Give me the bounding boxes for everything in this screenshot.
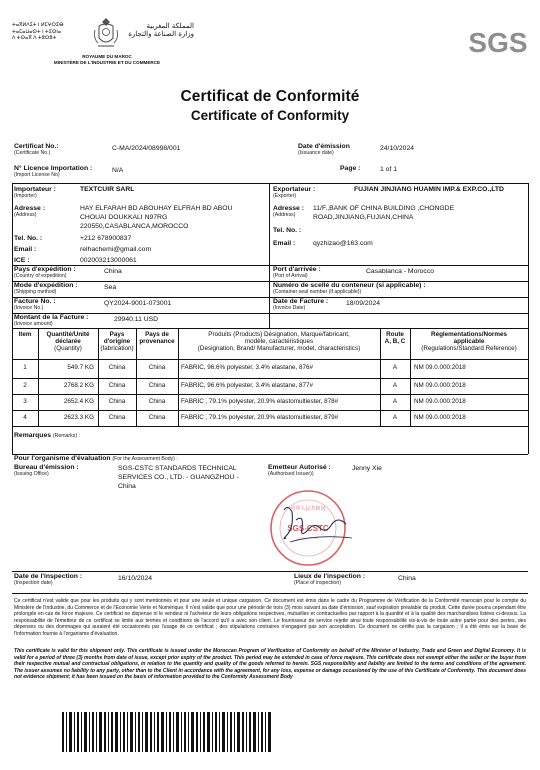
importer-address-line-3: 220550,CASABLANCA,MOROCCO — [80, 222, 189, 230]
invoice-date-sub: (Invoice Date) — [273, 304, 306, 311]
importer-label-block — [14, 186, 56, 200]
invoice-date-value: 18/09/2024 — [346, 300, 381, 307]
importer-email-label: Email : — [14, 246, 37, 253]
col-quantity-line-1: Quantité/Unité — [46, 331, 90, 338]
exporter-address-line-1: 11/F.,BANK OF CHINA BUILDING ,CHONGDE — [313, 205, 455, 212]
table-row-4-route: A — [392, 414, 398, 421]
table-row-1-qty: 549.7 KG — [67, 364, 94, 371]
cert-no-sub: (Certificate No.) — [14, 149, 51, 156]
table-row-3-route: A — [392, 398, 398, 405]
exporter-address-line-2: ROAD,JINJIANG,FUJIAN,CHINA — [313, 213, 414, 221]
table-row-1-item: 1 — [23, 364, 27, 371]
port-arrival-block — [273, 266, 321, 280]
issuance-date-value: 24/10/2024 — [380, 145, 415, 152]
inspection-place-label: Lieux de l'inspection : — [294, 573, 366, 580]
inspection-date-sub: (Inspection date) — [14, 579, 53, 586]
col-route — [380, 331, 410, 345]
country-expedition-block — [14, 266, 76, 280]
authorised-issuer-label: Emetteur Autorisé : — [268, 464, 331, 471]
exporter-label-block — [273, 186, 315, 200]
importer-email-value: relhachemi@gmail.com — [80, 246, 152, 253]
col-quantity-line-2: déclarée — [55, 338, 81, 346]
invoice-date-label: Date de Facture : — [273, 298, 329, 305]
header — [12, 14, 528, 76]
issuing-office-label: Bureau d'émission : — [14, 464, 79, 471]
exporter-address-sub: (Address) — [273, 211, 296, 218]
container-seal-block — [273, 282, 426, 296]
col-regulations-line-3: (Regulations/Standard Reference) — [421, 345, 517, 353]
cert-no-value: C-MA/2024/08998/001 — [112, 145, 181, 152]
assessment-heading — [14, 455, 178, 463]
legal-text-en: This certificate is valid for this shipment only. This certificate is issued under the Moroccan Program of Verification of Conformity on behalf of the Minister of Industry, Trade and Green and Digital Economy. It is valid for a period of three (3) months from date of issue, except prior expiry of the product. This period may be extended in case of force majeure. This certificate does not exempt either the seller or the buyer from their respective mutual and contractual obligations, in relation to the quantity and quality of the goods referred to herein. SGS responsibility and liability are limited to the terms and conditions of the agreement. The issuer assumes no liability to any party, other than to the Client in accordance with the agreement, for any loss, expense or damage occasioned by the use of this Certificate of Conformity. This document does not evidence shipment; it has been issued on the basis of information provided to the Conformity Assessment Body — [14, 648, 526, 681]
table-row-4-origin: China — [108, 414, 126, 421]
authorised-issuer-block — [268, 464, 331, 478]
col-route-line-1: Route — [386, 331, 404, 338]
page-value: 1 of 1 — [380, 166, 398, 173]
importer-ice-label: ICE : — [14, 257, 30, 264]
country-expedition-sub: (Country of expedition) — [14, 272, 67, 279]
col-regulations — [410, 331, 528, 353]
issuance-date-sub: (Issuance date) — [298, 149, 334, 156]
table-row-1-regulation: NM 09.0.000:2018 — [414, 364, 466, 371]
table-row-1-product: FABRIC, 96.6% polyester, 3.4% elastane, 876# — [181, 364, 313, 371]
col-products — [178, 331, 380, 353]
invoice-amount-block — [14, 314, 88, 328]
issuing-office-line-3: China — [118, 482, 136, 490]
licence-block — [14, 165, 92, 179]
arabic-header — [124, 22, 194, 38]
table-row-3-qty: 2652.4 KG — [63, 398, 94, 405]
issuing-office-block — [14, 464, 79, 478]
moroccan-emblem-icon — [92, 16, 120, 50]
col-products-line-1: Produits (Products) Désignation, Marque/fabricant, — [208, 331, 350, 338]
issuing-office-line-1: SGS-CSTC STANDARDS TECHNICAL — [118, 465, 237, 472]
inspection-date-label: Date de l'inspection : — [14, 573, 83, 580]
table-row-4-qty: 2623.3 KG — [63, 414, 94, 421]
invoice-no-sub: (Invoice No.) — [14, 304, 44, 311]
title-fr: Certificat de Conformité — [180, 88, 360, 105]
assessment-heading-sub: (For the Assessment Body) : — [112, 456, 178, 462]
arabic-line-2: وزارة الصناعة والتجارة — [128, 30, 194, 39]
col-products-line-2: modèle, caractéristiques — [244, 338, 314, 346]
exporter-address — [313, 205, 454, 223]
ministere-text: MINISTÈRE DE L'INDUSTRIE ET DU COMMERCE — [53, 60, 161, 66]
tifinagh-line-1: ⵜⴰⴳⵍⴷⵉⵜ ⵏ ⵍⵎⵖⵔⵉⴱ — [12, 22, 64, 28]
exporter-label: Exportateur : — [273, 186, 316, 193]
shipping-method-value: Sea — [104, 284, 117, 291]
importer-address-line-2: CHOUAI DOUKKALI N97RG — [80, 213, 168, 221]
signature — [276, 498, 366, 548]
invoice-no-label: Facture No. : — [14, 298, 56, 305]
shipping-method-sub: (Shipping method) — [14, 288, 57, 295]
country-expedition-label: Pays d'expédition : — [14, 266, 76, 273]
invoice-no-value: QY2024-9001-073001 — [104, 300, 172, 307]
tifinagh-header — [12, 22, 90, 42]
exporter-email-value: qyzhizao@163.com — [313, 240, 373, 247]
legal-text-fr: Ce certificat n'est valide que pour les produits qui y sont mentionnés et pour une seule et unique cargaison. Ce document est émis dans le cadre du Programme de Vérification de la Conformité marocain pour le compte du Ministère de l'Industrie, du Commerce et de l'Economie Verte et Numérique. Il n'est valide que pour une période de trois (3) mois suivant sa date d'émission, sauf expiration préalable du produit. Cette durée pourra cependant être prolongée en cas de force majeure. Ce certificat ne dispense ni le vendeur ni l'acheteur de leurs obligations respectives, mutuelles et contractuelles par rapport à la quantité et à la qualité des marchandises listées ci-dessus. La responsabilité de l'émetteur de ce certificat se limite aux termes et conditions de l'accord qu'il a avec son client. Le fournisseur de service rejette ainsi toute responsabilité vis-à-vis de toute autre partie pour des pertes, des dépenses ou des dommages qui auraient été occasionnés par l'usage de ce certificat ; des stipulations contraires n'engagent pas son acceptation. Ce document ne certifie pas la cargaison ; il a été émis sur la base de l'information fournie à l'organisme d'évaluation. — [14, 598, 526, 637]
issuing-office-sub: (Issuing Office) — [14, 470, 49, 477]
issuing-office-line-2: SERVICES CO., LTD. - GUANGZHOU - — [118, 473, 239, 481]
exporter-name: FUJIAN JINJIANG HUAMIN IMP.& EXP.CO.,LTD — [354, 186, 504, 193]
arabic-line-1: المملكة المغربية — [146, 22, 194, 30]
col-provenance — [136, 331, 178, 345]
table-row-2-regulation: NM 09.0.000:2018 — [414, 382, 466, 389]
col-regulations-line-2: applicable — [453, 338, 485, 346]
svg-text:SGS-CSTC: SGS-CSTC — [287, 524, 329, 533]
invoice-no-block — [14, 298, 56, 312]
authorised-issuer-sub: (Authorised Issuer)) — [268, 470, 314, 477]
table-row-2-product: FABRIC, 96.6% polyester, 3.4% elastane, 877# — [181, 382, 313, 389]
cert-no-block — [14, 143, 59, 157]
inspection-place-sub: (Place of inspection) — [294, 579, 341, 586]
sgs-logo — [468, 24, 528, 60]
issuance-date-label: Date d'émission — [298, 143, 350, 150]
svg-text:中华人民共和国: 中华人民共和国 — [290, 506, 326, 512]
importer-address-line-1: HAY ELFARAH BD ABOUHAY ELFRAH BD ABOU — [80, 205, 233, 212]
barcode-icon — [62, 712, 272, 752]
importer-name: TEXTCUIR SARL — [80, 186, 135, 193]
col-origin — [98, 331, 136, 353]
col-route-line-2: A, B, C — [384, 338, 406, 346]
table-row-3-regulation: NM 09.0.000:2018 — [414, 398, 466, 405]
importer-sub: (Importer) — [14, 192, 37, 199]
table-row-4-product: FABRIC , 79.1% polyester, 20.9% elastomultiester, 879# — [181, 414, 339, 421]
table-row-2-item: 2 — [23, 382, 27, 389]
exporter-email-label: Email : — [273, 240, 296, 247]
document-title — [0, 88, 540, 123]
svg-text:SGS: SGS — [468, 27, 528, 58]
table-row-3-provenance: China — [148, 398, 166, 405]
invoice-amount-value: 29940.11 USD — [114, 316, 159, 323]
col-item: Item — [18, 331, 32, 338]
col-provenance-line-1: Pays de — [145, 331, 169, 338]
page-label: Page : — [340, 165, 361, 172]
importer-address — [80, 205, 232, 231]
port-arrival-value: Casablanca - Morocco — [366, 268, 434, 275]
shipping-method-block — [14, 282, 78, 296]
table-row-1-route: A — [392, 364, 398, 371]
exporter-tel-label: Tel. No. : — [273, 227, 302, 234]
invoice-date-block — [273, 298, 328, 312]
table-row-2-route: A — [392, 382, 398, 389]
table-row-4-regulation: NM 09.0.000:2018 — [414, 414, 466, 421]
inspection-place-block — [294, 573, 365, 587]
col-quantity — [38, 331, 98, 353]
table-row-3-origin: China — [108, 398, 126, 405]
importer-ice-value: 002003213000061 — [80, 257, 137, 264]
table-row-3-product: FABRIC , 79.1% polyester, 20.9% elastomultiester, 878# — [181, 398, 339, 405]
col-origin-line-1: Pays — [109, 331, 125, 338]
inspection-date-block — [14, 573, 82, 587]
inspection-date-value: 16/10/2024 — [118, 575, 153, 582]
port-arrival-label: Port d'arrivée : — [273, 266, 321, 273]
col-products-line-3: (Designation, Brand/ Manufacturer, model, characteristics) — [197, 345, 361, 353]
importer-tel-label: Tel. No. : — [14, 235, 43, 242]
cert-no-label: Certificat No.: — [14, 143, 59, 150]
table-row-3-item: 3 — [23, 398, 27, 405]
invoice-amount-sub: (Invoice amount) — [14, 320, 53, 327]
tifinagh-line-3: ⴷ ⵜⵙⴰⴳ ⴷ ⵜⵓⵔⵓⵜ — [12, 35, 57, 41]
table-row-2-provenance: China — [148, 382, 166, 389]
royaume-block — [42, 54, 172, 67]
issuance-date-block — [298, 143, 350, 157]
col-origin-line-2: d'origine — [103, 338, 131, 346]
col-origin-line-3: (fabrication) — [100, 345, 134, 353]
importer-label: Importateur : — [14, 186, 56, 193]
royaume-text: ROYAUME DU MAROC — [82, 54, 132, 59]
issuing-office-value — [118, 465, 266, 491]
exporter-address-label-block — [273, 205, 304, 219]
table-row-2-origin: China — [108, 382, 126, 389]
port-arrival-sub: (Port of Arrival) — [273, 272, 308, 279]
container-seal-sub: (Container seal number (if applicable)) — [273, 288, 362, 295]
licence-sub: (Import License No) — [14, 171, 60, 178]
importer-address-sub: (Address) — [14, 211, 37, 218]
importer-address-label-block — [14, 205, 45, 219]
importer-tel-value: +212 678900837 — [80, 235, 132, 242]
title-en: Certificate of Conformity — [190, 107, 350, 123]
exporter-address-label: Adresse : — [273, 205, 304, 212]
licence-label: N° Licence Importation : — [14, 165, 93, 172]
col-quantity-line-3: (Quantity) — [54, 345, 82, 353]
tifinagh-line-2: ⵜⴰⵎⴰⵡⴰⵙⵜ ⵏ ⵜⵉⵙⵏⴰ — [12, 28, 62, 35]
inspection-place-value: China — [398, 575, 416, 582]
container-seal-label: Numéro de scellé du conteneur (si applicable) : — [273, 282, 426, 289]
table-row-1-provenance: China — [148, 364, 166, 371]
table-row-4-item: 4 — [23, 414, 27, 421]
remarks — [14, 432, 80, 440]
country-expedition-value: China — [104, 268, 122, 275]
exporter-sub: (Exporter) — [273, 192, 297, 199]
table-row-2-qty: 2768.2 KG — [63, 382, 94, 389]
col-regulations-line-1: Réglementations/Normes — [431, 331, 507, 338]
table-row-4-provenance: China — [148, 414, 166, 421]
invoice-amount-label: Montant de la Facture : — [14, 314, 89, 321]
licence-value: N/A — [112, 167, 124, 174]
shipping-method-label: Mode d'expédition : — [14, 282, 78, 289]
remarks-sub: (Remarks) : — [52, 433, 80, 439]
remarks-label: Remarques — [14, 432, 52, 439]
col-provenance-line-2: provenance — [139, 338, 175, 346]
authorised-issuer-value: Jenny Xie — [352, 465, 382, 472]
importer-address-label: Adresse : — [14, 205, 45, 212]
assessment-heading-label: Pour l'organisme d'évaluation — [14, 455, 111, 462]
table-row-1-origin: China — [108, 364, 126, 371]
